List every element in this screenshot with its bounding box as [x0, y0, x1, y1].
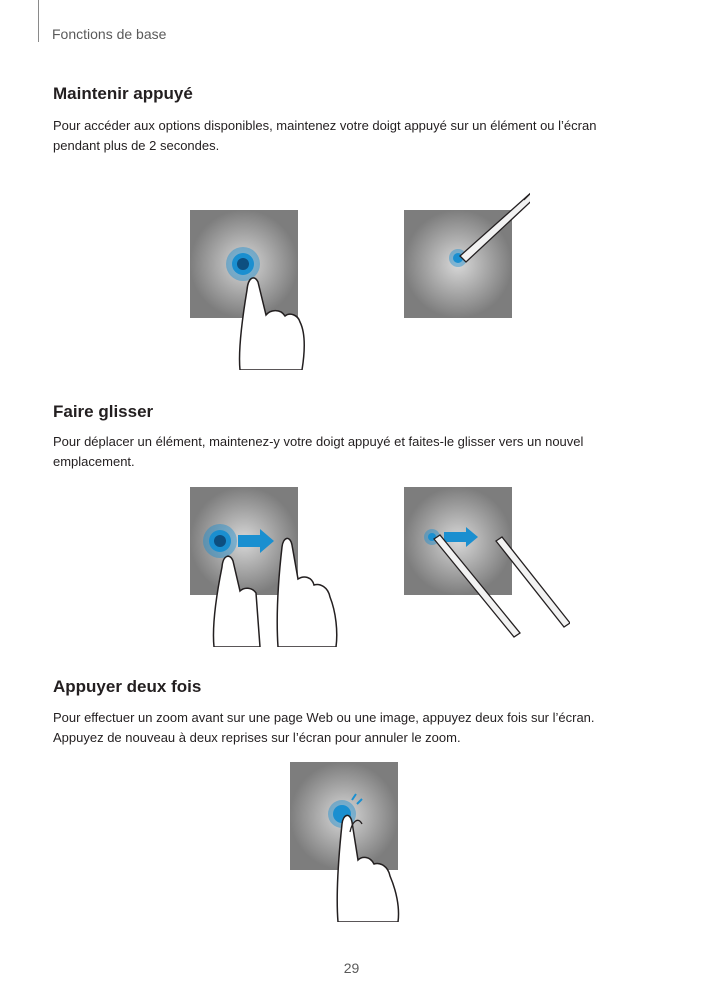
tap-and-hold-illustrations	[190, 170, 530, 370]
page-number: 29	[343, 960, 360, 976]
text-line: emplacement.	[53, 454, 135, 469]
drag-illustrations	[190, 487, 570, 647]
running-header: Fonctions de base	[52, 26, 167, 42]
tap-and-hold-finger-icon	[190, 210, 304, 370]
text-line: Pour déplacer un élément, maintenez-y votre doigt appuyé et faites-le glisser vers un nouvel	[53, 434, 584, 449]
drag-finger-icon	[190, 487, 337, 647]
section-title-drag: Faire glisser	[53, 402, 154, 421]
tap-and-hold-pen-icon	[404, 174, 530, 318]
section-text-drag	[53, 432, 633, 472]
section-text-double-tap	[53, 708, 633, 748]
text-line: Pour accéder aux options disponibles, maintenez votre doigt appuyé sur un élément ou l’écran	[53, 118, 597, 133]
double-tap-finger-icon	[290, 762, 420, 922]
text-line: pendant plus de 2 secondes.	[53, 138, 220, 153]
text-line: Appuyez de nouveau à deux reprises sur l’écran pour annuler le zoom.	[53, 730, 461, 745]
section-title-tap-hold: Maintenir appuyé	[53, 84, 193, 103]
section-text-tap-hold	[53, 116, 633, 156]
header-rule	[38, 0, 39, 42]
section-title-double-tap: Appuyer deux fois	[53, 677, 202, 696]
drag-pen-icon	[404, 487, 570, 637]
text-line: Pour effectuer un zoom avant sur une page Web ou une image, appuyez deux fois sur l’écran.	[53, 710, 595, 725]
